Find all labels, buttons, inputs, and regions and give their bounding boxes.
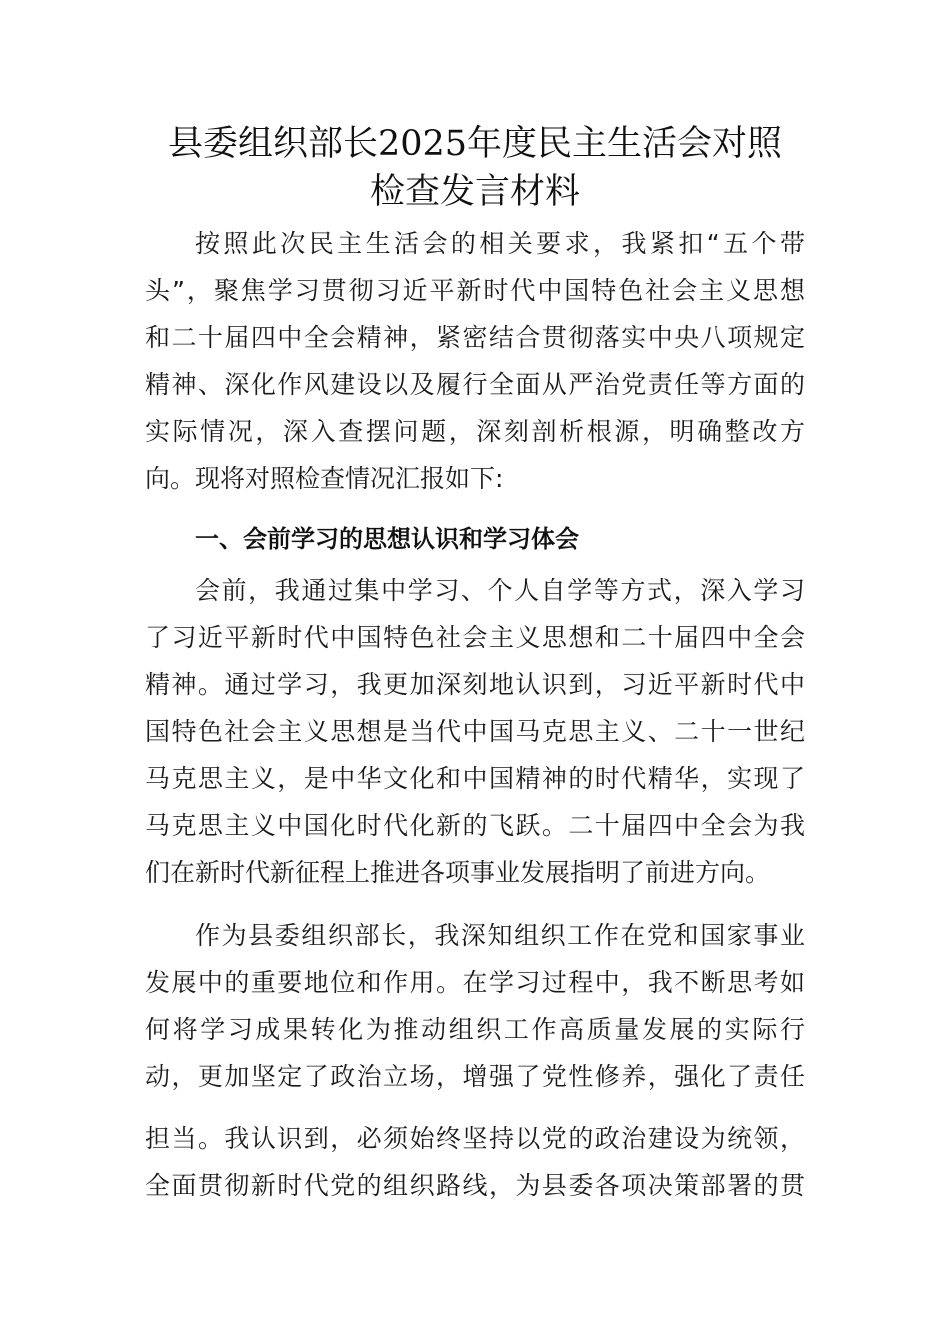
paragraph-role-line: 作为县委组织部长，我深知组织工作在党和国家事业 [195, 921, 805, 950]
paragraph-study-line: 马克思主义中国化时代化新的飞跃。二十届四中全会为我 [145, 811, 805, 840]
paragraph-role-line: 动，更加坚定了政治立场，增强了党性修养，强化了责任 [145, 1062, 805, 1091]
paragraph-intro-line: 精神、深化作风建设以及履行全面从严治党责任等方面的 [145, 370, 805, 399]
section-heading-1: 一、会前学习的思想认识和学习体会 [195, 525, 579, 553]
paragraph-role-line: 担当。我认识到，必须始终坚持以党的政治建设为统领， [145, 1124, 805, 1153]
paragraph-intro-line: 按照此次民主生活会的相关要求，我紧扣“五个带 [195, 229, 805, 258]
paragraph-role-line: 全面贯彻新时代党的组织路线，为县委各项决策部署的贯 [145, 1171, 805, 1200]
document-title-line-1: 县委组织部长2025年度民主生活会对照 [167, 124, 783, 164]
paragraph-study-line: 精神。通过学习，我更加深刻地认识到，习近平新时代中 [145, 670, 805, 699]
paragraph-study-line: 会前，我通过集中学习、个人自学等方式，深入学习 [195, 576, 805, 605]
paragraph-role-line: 发展中的重要地位和作用。在学习过程中，我不断思考如 [145, 968, 805, 997]
paragraph-study-line: 马克思主义，是中华文化和中国精神的时代精华，实现了 [145, 764, 805, 793]
paragraph-intro-line: 向。现将对照检查情况汇报如下: [145, 464, 504, 493]
paragraph-study-line: 国特色社会主义思想是当代中国马克思主义、二十一世纪 [145, 717, 805, 746]
paragraph-intro-line: 实际情况，深入查摆问题，深刻剖析根源，明确整改方 [145, 417, 805, 446]
paragraph-intro-line: 和二十届四中全会精神，紧密结合贯彻落实中央八项规定 [145, 323, 805, 352]
document-title-line-2: 检查发言材料 [369, 172, 580, 212]
paragraph-study-line: 们在新时代新征程上推进各项事业发展指明了前进方向。 [145, 858, 771, 887]
paragraph-role-line: 何将学习成果转化为推动组织工作高质量发展的实际行 [145, 1015, 805, 1044]
paragraph-study-line: 了习近平新时代中国特色社会主义思想和二十届四中全会 [145, 623, 805, 652]
paragraph-intro-line: 头”，聚焦学习贯彻习近平新时代中国特色社会主义思想 [145, 276, 805, 305]
